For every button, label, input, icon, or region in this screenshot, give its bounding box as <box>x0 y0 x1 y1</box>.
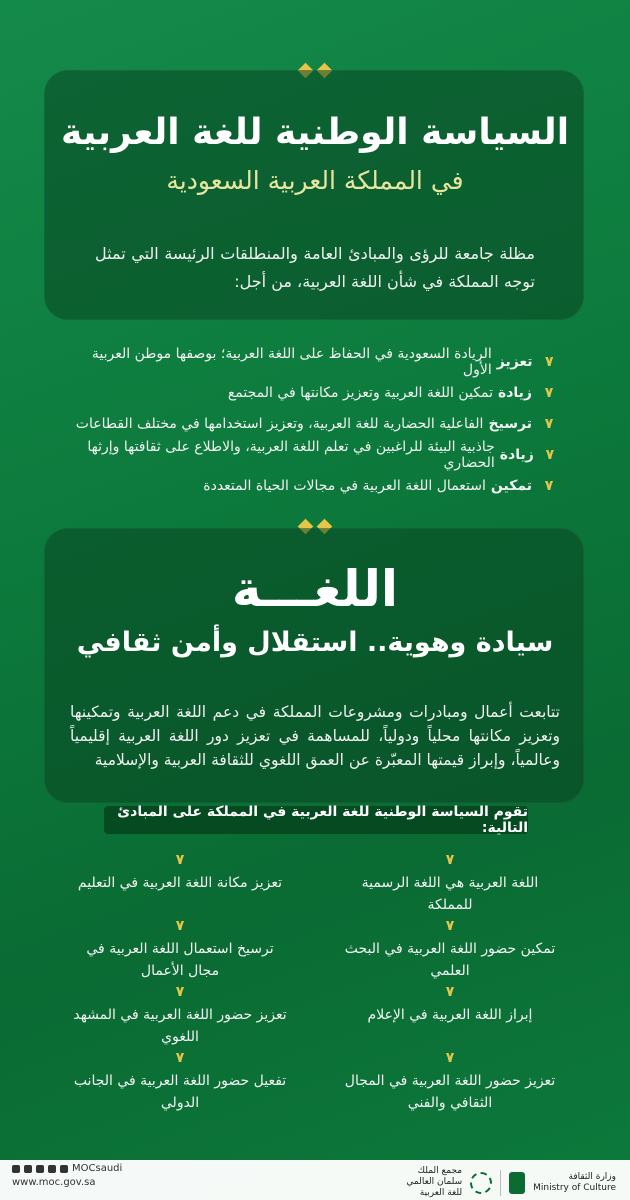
principles-grid <box>70 852 560 1122</box>
academy-name: مجمع الملك سلمان العالمي للغة العربية <box>406 1166 463 1198</box>
principle-item: ٧ اللغة العربية هي اللغة الرسمية للمملكة <box>340 852 560 916</box>
list-item: ٧ زيادة جاذبية البيئة للراغبين في تعلم اللغة العربية، والاطلاع على ثقافتها وإرثها الحضاري <box>70 439 560 470</box>
check-icon: ٧ <box>175 918 185 934</box>
principle-item: ٧ تعزيز حضور اللغة العربية في المشهد اللغوي <box>70 984 290 1048</box>
footer <box>0 1160 630 1200</box>
check-icon: ٧ <box>445 984 455 1000</box>
social-icon[interactable] <box>48 1165 56 1173</box>
divider <box>500 1170 501 1196</box>
check-icon: ٧ <box>175 852 185 868</box>
section2-title: اللغـــة <box>231 560 399 618</box>
principle-item: ٧ تفعيل حضور اللغة العربية في الجانب الدولي <box>70 1050 290 1114</box>
principles-heading: تقوم السياسة الوطنية للغة العربية في المملكة على المبادئ التالية: <box>104 806 528 834</box>
check-icon: ٧ <box>445 918 455 934</box>
check-icon: ٧ <box>545 446 555 463</box>
principle-item: ٧ ترسيخ استعمال اللغة العربية في مجال الأعمال <box>70 918 290 982</box>
social-icon[interactable] <box>36 1165 44 1173</box>
footer-social <box>12 1163 122 1188</box>
check-icon: ٧ <box>445 1050 455 1066</box>
social-icon[interactable] <box>60 1165 68 1173</box>
goals-list <box>70 346 560 501</box>
check-icon: ٧ <box>544 477 554 494</box>
principle-item: ٧ تعزيز مكانة اللغة العربية في التعليم <box>70 852 290 894</box>
check-icon: ٧ <box>445 852 455 868</box>
list-item: ٧ تمكين استعمال اللغة العربية في مجالات الحياة المتعددة <box>70 470 560 501</box>
social-icon[interactable] <box>12 1165 20 1173</box>
check-icon: ٧ <box>175 984 185 1000</box>
check-icon: ٧ <box>545 353 554 370</box>
page-title: السياسة الوطنية للغة العربية <box>60 112 570 153</box>
section2-paragraph: تتابعت أعمال ومبادرات ومشروعات المملكة في دعم اللغة العربية وتمكينها وتعزيز مكانتها محلياً ودولياً، للمساهمة في تعزيز دور اللغة العربية إقليمياً وعالمياً، وإبراز قيمتها المعبّرة عن العمق اللغوي للثقافة العربية والإسلامية <box>70 703 560 769</box>
section2-subtitle: سيادة وهوية.. استقلال وأمن ثقافي <box>76 627 554 658</box>
social-icon[interactable] <box>24 1165 32 1173</box>
principle-item: ٧ تعزيز حضور اللغة العربية في المجال الثقافي والفني <box>340 1050 560 1114</box>
check-icon: ٧ <box>544 384 554 401</box>
check-icon: ٧ <box>544 415 554 432</box>
principle-item: ٧ إبراز اللغة العربية في الإعلام <box>340 984 560 1026</box>
list-item: ٧ ترسيخ الفاعلية الحضارية للغة العربية، وتعزيز استخدامها في مختلف القطاعات <box>70 408 560 439</box>
check-icon: ٧ <box>175 1050 185 1066</box>
list-item: ٧ زيادة تمكين اللغة العربية وتعزيز مكانتها في المجتمع <box>70 377 560 408</box>
ministry-name: وزارة الثقافة Ministry of Culture <box>533 1171 616 1193</box>
ministry-logo-icon <box>509 1172 525 1194</box>
footer-logos <box>392 1166 616 1199</box>
principle-item: ٧ تمكين حضور اللغة العربية في البحث العلمي <box>340 918 560 982</box>
intro-text: مظلة جامعة للرؤى والمبادئ العامة والمنطلقات الرئيسة التي تمثل توجه المملكة في شأن اللغة العربية، من أجل: <box>95 244 535 291</box>
website-link[interactable]: www.moc.gov.sa <box>12 1177 96 1188</box>
social-handle[interactable]: MOCsaudi <box>72 1163 123 1174</box>
page-subtitle: في المملكة العربية السعودية <box>166 166 464 195</box>
academy-logo-icon <box>470 1172 492 1194</box>
list-item: ٧ تعزيز الريادة السعودية في الحفاظ على اللغة العربية؛ بوصفها موطن العربية الأول <box>70 346 560 377</box>
